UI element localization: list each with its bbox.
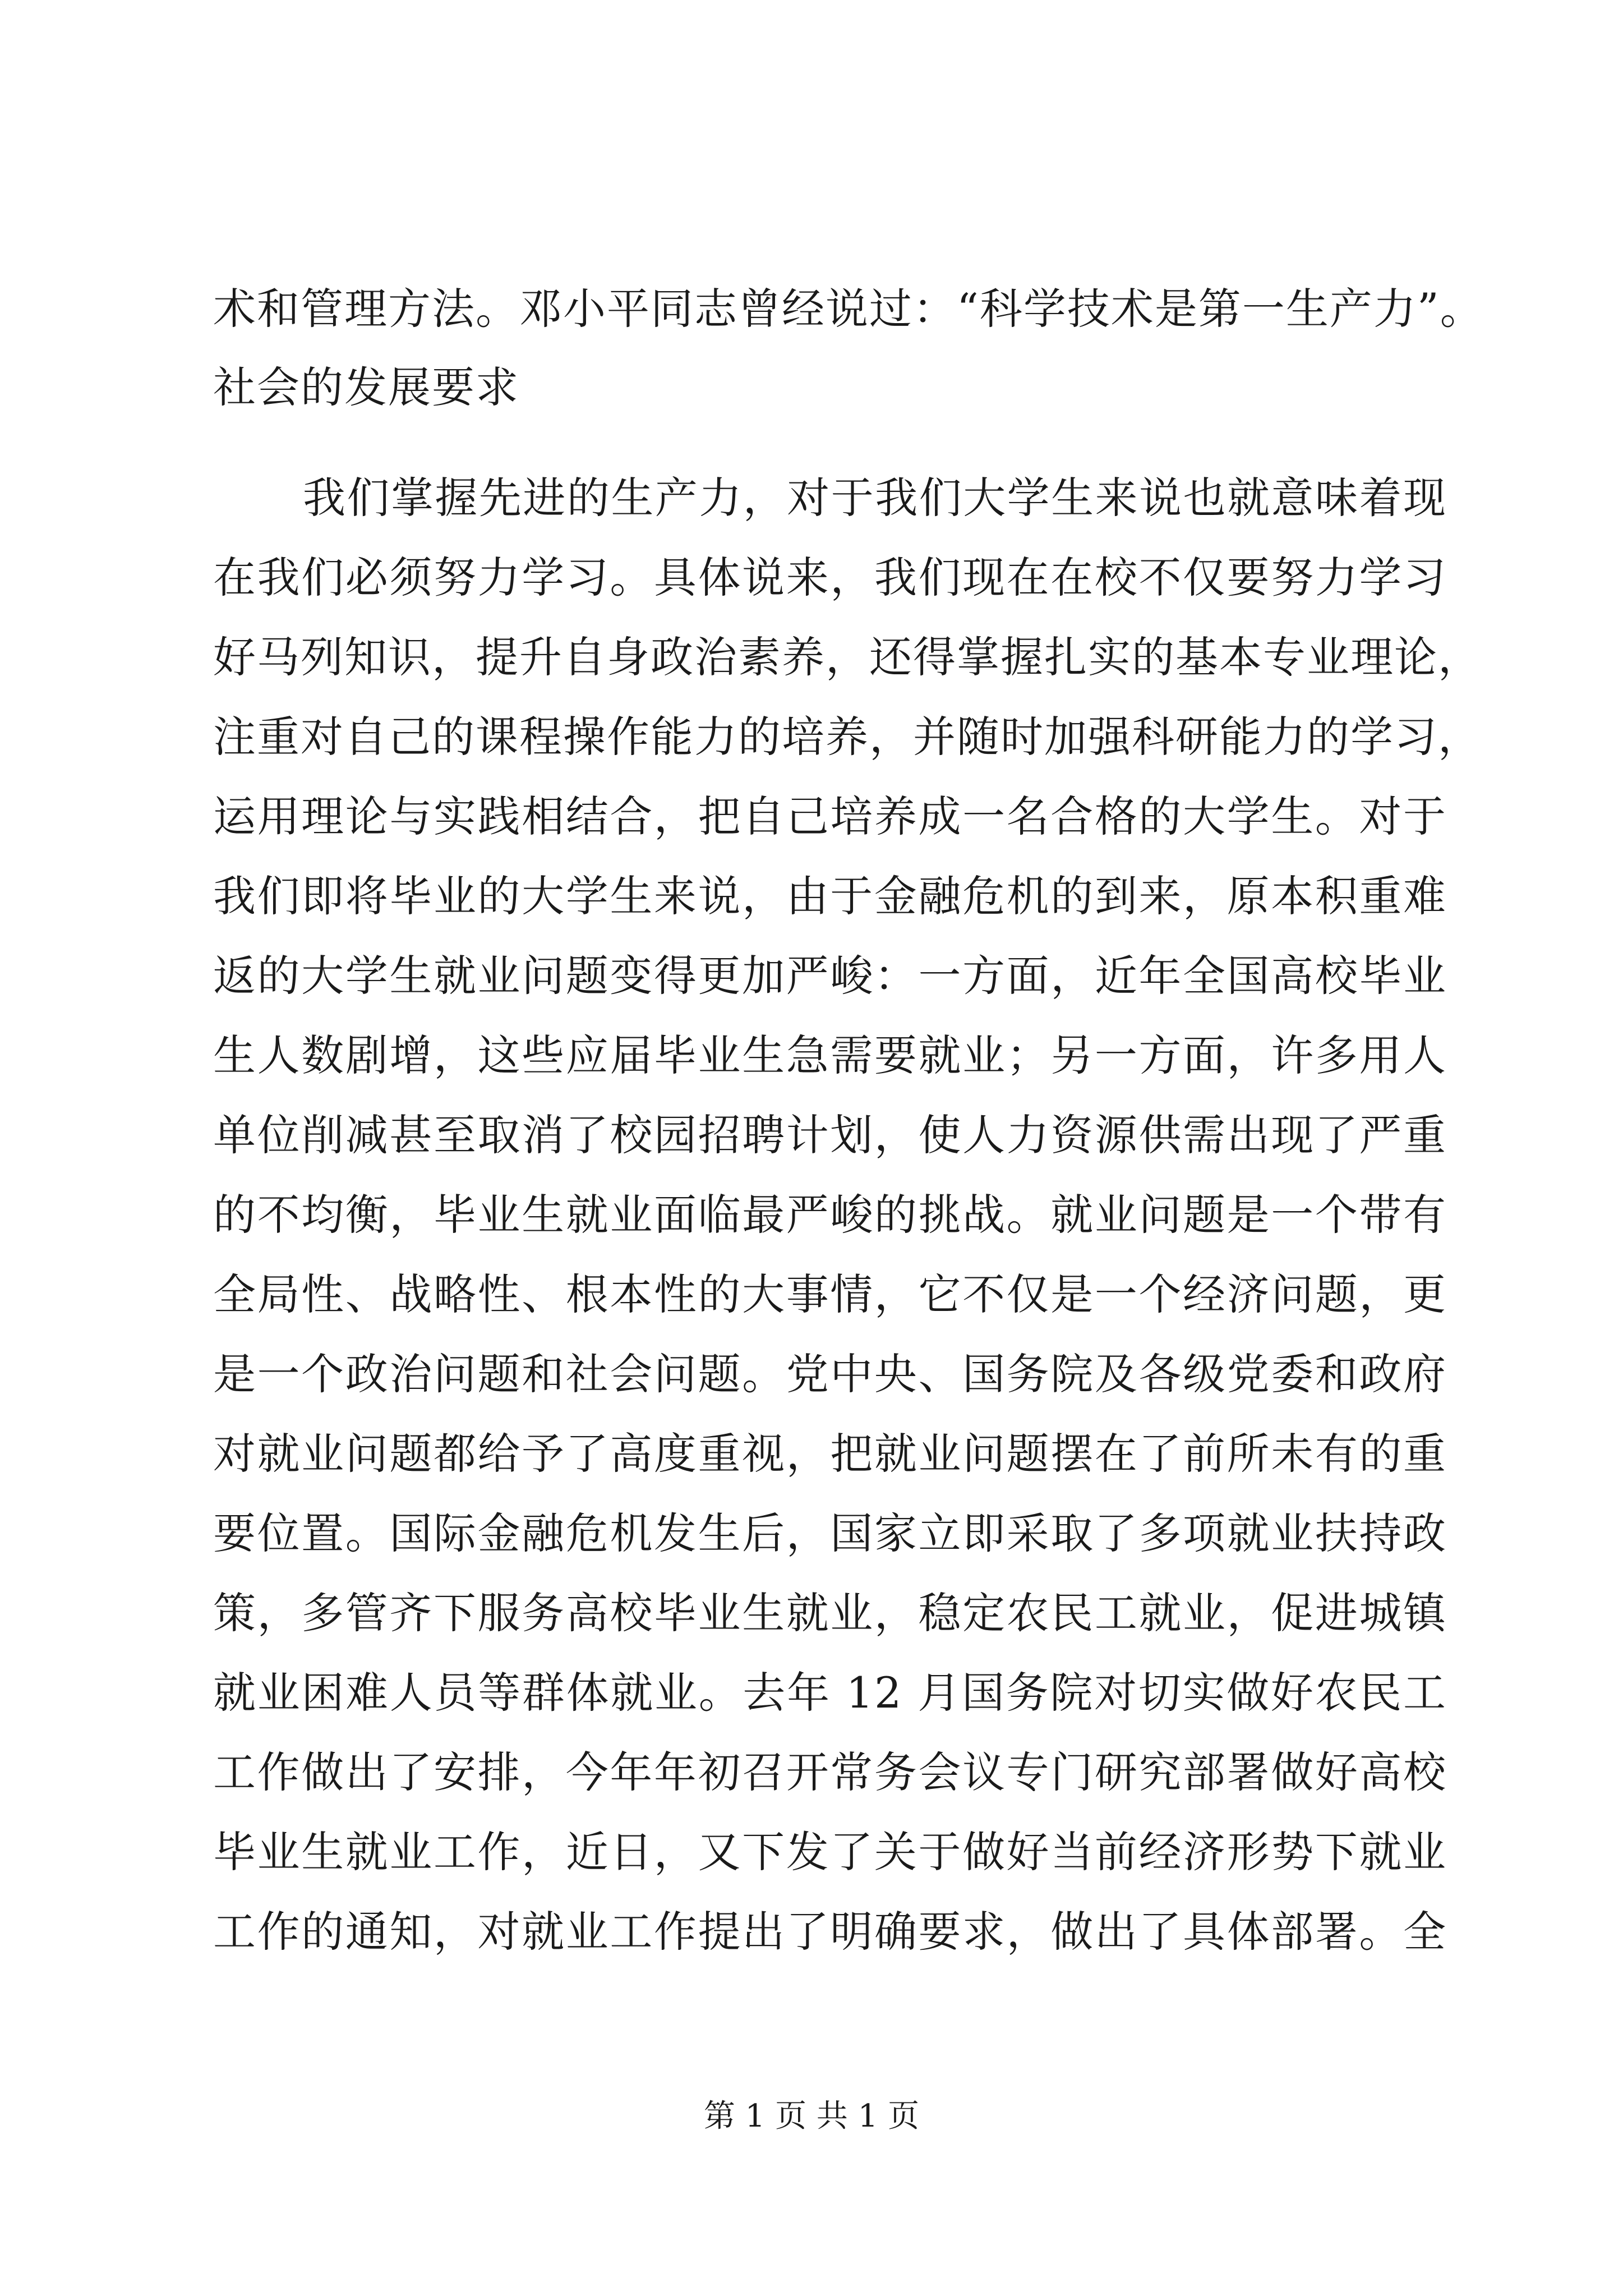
text-line: 在我们必须努力学习。具体说来，我们现在在校不仅要努力学习 <box>213 553 1447 602</box>
text-line: 好马列知识，提升自身政治素养，还得掌握扎实的基本专业理论， <box>213 632 1482 682</box>
text-line: 生人数剧增，这些应届毕业生急需要就业；另一方面，许多用人 <box>213 1030 1447 1080</box>
text-line: 术和管理方法。邓小平同志曾经说过：“科学技术是第一生产力”。 <box>213 284 1484 334</box>
text-line: 工作的通知，对就业工作提出了明确要求，做出了具体部署。全 <box>213 1907 1447 1957</box>
text-line: 我们即将毕业的大学生来说，由于金融危机的到来，原本积重难 <box>213 871 1447 921</box>
text-line: 单位削减甚至取消了校园招聘计划，使人力资源供需出现了严重 <box>213 1110 1447 1160</box>
text-line: 的不均衡，毕业生就业面临最严峻的挑战。就业问题是一个带有 <box>213 1190 1447 1240</box>
text-line: 要位置。国际金融危机发生后，国家立即采取了多项就业扶持政 <box>213 1508 1447 1558</box>
text-line: 毕业生就业工作，近日，又下发了关于做好当前经济形势下就业 <box>213 1827 1447 1877</box>
text-line: 工作做出了安排，今年年初召开常务会议专门研究部署做好高校 <box>213 1747 1447 1797</box>
text-line: 社会的发展要求 <box>213 362 519 412</box>
text-line: 我们掌握先进的生产力，对于我们大学生来说也就意味着现 <box>303 473 1447 523</box>
text-line: 运用理论与实践相结合，把自己培养成一名合格的大学生。对于 <box>213 792 1447 841</box>
text-line: 对就业问题都给予了高度重视，把就业问题摆在了前所未有的重 <box>213 1429 1447 1479</box>
text-line: 注重对自己的课程操作能力的培养，并随时加强科研能力的学习， <box>213 712 1482 762</box>
text-line: 策，多管齐下服务高校毕业生就业，稳定农民工就业，促进城镇 <box>213 1588 1447 1638</box>
text-line: 就业困难人员等群体就业。去年 12 月国务院对切实做好农民工 <box>213 1668 1447 1718</box>
text-line: 是一个政治问题和社会问题。党中央、国务院及各级党委和政府 <box>213 1349 1447 1399</box>
text-line: 全局性、战略性、根本性的大事情，它不仅是一个经济问题，更 <box>213 1269 1447 1319</box>
text-line: 返的大学生就业问题变得更加严峻：一方面，近年全国高校毕业 <box>213 951 1447 1001</box>
page-footer: 第 1 页 共 1 页 <box>703 2098 920 2134</box>
